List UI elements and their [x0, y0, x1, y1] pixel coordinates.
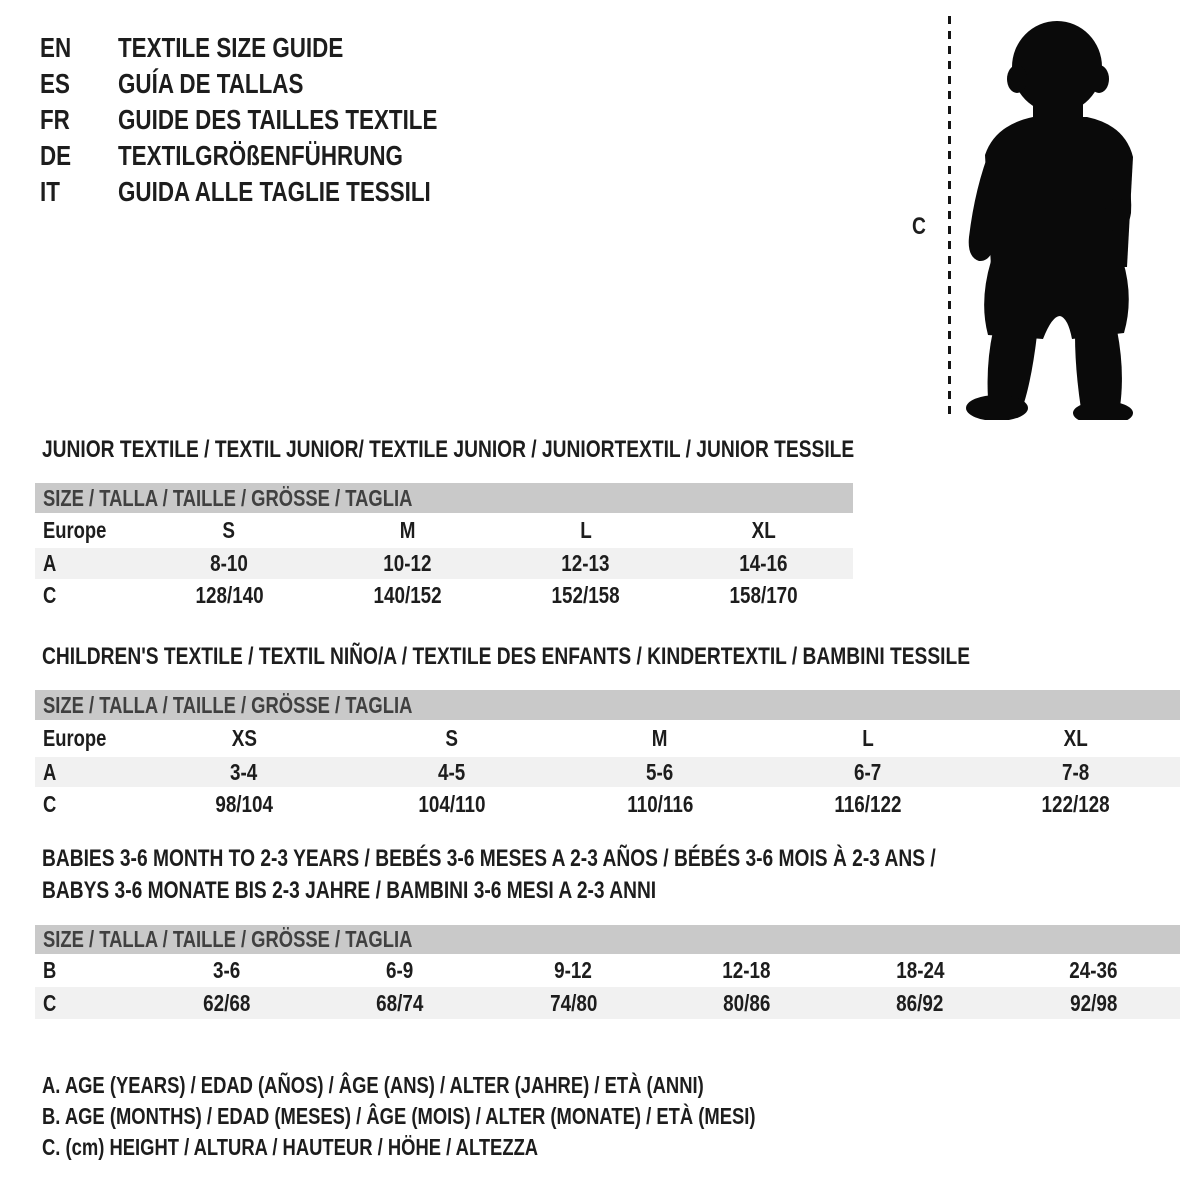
legend-age-months: B. AGE (MONTHS) / EDAD (MESES) / ÂGE (MOIS) / ALTER (MONATE) / ETÀ (MESI): [42, 1103, 756, 1129]
value-cell: 6-9: [386, 957, 414, 983]
row-label: C: [43, 989, 57, 1016]
row-label: B: [43, 957, 57, 983]
value-cell: 12-18: [722, 957, 771, 983]
language-title: TEXTILGRÖßENFÜHRUNG: [118, 140, 403, 171]
language-list: [40, 30, 517, 210]
babies-section-title-line2: BABYS 3-6 MONATE BIS 2-3 JAHRE / BAMBINI 3-6 MESI A 2-3 ANNI: [42, 877, 657, 904]
row-label: A: [43, 758, 57, 785]
value-cell: 3-4: [230, 758, 258, 785]
size-header-text: SIZE / TALLA / TAILLE / GRÖSSE / TAGLIA: [43, 926, 413, 952]
value-cell: 8-10: [210, 550, 248, 576]
value-cell: 14-16: [739, 550, 788, 576]
row-label: A: [43, 550, 57, 576]
table-row-height: [35, 579, 853, 612]
height-measure-label: C: [912, 213, 926, 240]
language-row: [40, 30, 517, 66]
value-cell: 4-5: [438, 758, 466, 785]
size-cell: XL: [1063, 725, 1089, 751]
value-cell: 3-6: [213, 957, 241, 983]
size-header-bar: [35, 483, 853, 513]
babies-size-table: [35, 925, 1180, 1019]
value-cell: 10-12: [383, 550, 432, 576]
value-cell: 80/86: [723, 989, 771, 1016]
value-cell: 6-7: [854, 758, 882, 785]
row-label: Europe: [43, 517, 107, 543]
language-code: DE: [40, 140, 72, 171]
height-measure-dashed-line: [948, 16, 951, 414]
size-header-text: SIZE / TALLA / TAILLE / GRÖSSE / TAGLIA: [43, 484, 413, 511]
language-row: [40, 66, 517, 102]
size-cell: M: [652, 725, 668, 751]
value-cell: 128/140: [195, 582, 264, 608]
size-cell: XS: [231, 725, 257, 751]
size-header-bar: [35, 690, 1180, 720]
value-cell: 98/104: [215, 791, 273, 817]
legend-height-cm: C. (cm) HEIGHT / ALTURA / HAUTEUR / HÖHE / ALTEZZA: [42, 1134, 539, 1160]
language-code: IT: [40, 176, 60, 207]
value-cell: 122/128: [1041, 791, 1111, 817]
children-section-title: CHILDREN'S TEXTILE / TEXTIL NIÑO/A / TEXTILE DES ENFANTS / KINDERTEXTIL / BAMBINI TESSILE: [42, 643, 971, 670]
size-cell: S: [445, 725, 459, 751]
language-title: GUIDA ALLE TAGLIE TESSILI: [118, 176, 431, 207]
table-row-europe: [35, 720, 1180, 757]
value-cell: 18-24: [895, 957, 945, 983]
value-cell: 62/68: [203, 989, 251, 1016]
row-label: Europe: [43, 725, 107, 751]
language-row: [40, 138, 517, 174]
value-cell: 86/92: [896, 989, 944, 1016]
junior-section-title: JUNIOR TEXTILE / TEXTIL JUNIOR/ TEXTILE JUNIOR / JUNIORTEXTIL / JUNIOR TESSILE: [42, 436, 855, 463]
table-row-age-months: [35, 954, 1180, 987]
size-cell: L: [579, 517, 592, 543]
table-row-age: [35, 757, 1180, 787]
size-header-text: SIZE / TALLA / TAILLE / GRÖSSE / TAGLIA: [43, 691, 413, 718]
junior-size-table: [35, 483, 853, 612]
value-cell: 68/74: [376, 989, 424, 1016]
language-row: [40, 102, 517, 138]
language-title: GUÍA DE TALLAS: [118, 68, 304, 99]
value-cell: 74/80: [549, 989, 597, 1016]
table-row-age: [35, 548, 853, 579]
value-cell: 12-13: [561, 550, 610, 576]
size-cell: L: [862, 725, 874, 751]
size-header-bar: [35, 925, 1180, 954]
language-code: FR: [40, 104, 70, 135]
language-code: EN: [40, 32, 72, 63]
value-cell: 104/110: [418, 791, 486, 817]
table-row-europe: [35, 513, 853, 548]
table-row-height: [35, 787, 1180, 822]
table-row-height: [35, 987, 1180, 1019]
value-cell: 7-8: [1062, 758, 1090, 785]
value-cell: 92/98: [1069, 989, 1117, 1016]
legend-age-years: A. AGE (YEARS) / EDAD (AÑOS) / ÂGE (ANS) / ALTER (JAHRE) / ETÀ (ANNI): [42, 1072, 704, 1098]
row-label: C: [43, 582, 57, 608]
value-cell: 9-12: [554, 957, 593, 983]
size-cell: XL: [751, 517, 776, 543]
value-cell: 110/116: [626, 791, 694, 817]
size-cell: S: [222, 517, 236, 543]
value-cell: 158/170: [729, 582, 798, 608]
value-cell: 24-36: [1069, 957, 1118, 983]
babies-section-title-line1: BABIES 3-6 MONTH TO 2-3 YEARS / BEBÉS 3-6 MESES A 2-3 AÑOS / BÉBÉS 3-6 MOIS À 2-3 ANS /: [42, 845, 936, 872]
value-cell: 5-6: [646, 758, 674, 785]
language-title: TEXTILE SIZE GUIDE: [118, 32, 344, 63]
children-size-table: [35, 690, 1180, 822]
size-cell: M: [399, 517, 416, 543]
value-cell: 152/158: [551, 582, 620, 608]
row-label: C: [43, 791, 57, 817]
value-cell: 116/122: [834, 791, 902, 817]
baby-silhouette-icon: [965, 15, 1140, 420]
language-row: [40, 174, 517, 210]
value-cell: 140/152: [373, 582, 442, 608]
language-title: GUIDE DES TAILLES TEXTILE: [118, 104, 438, 135]
language-code: ES: [40, 68, 70, 99]
